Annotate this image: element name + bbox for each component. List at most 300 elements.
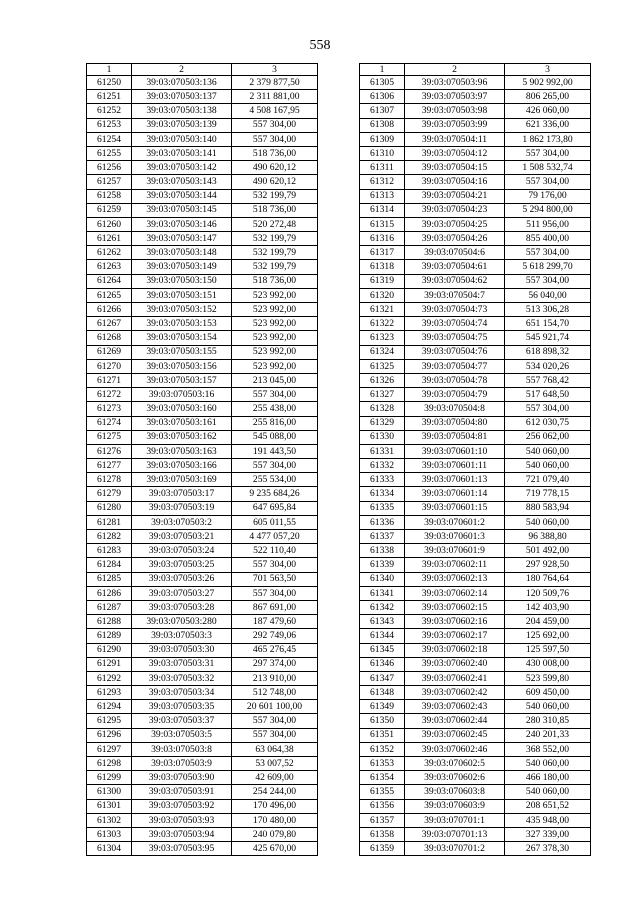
value-cell: 42 609,00 [232,771,318,785]
table-row [360,217,591,231]
cadastral-number-cell: 39:03:070503:91 [132,785,232,799]
value-cell: 518 736,00 [232,274,318,288]
row-number-cell: 61335 [360,501,405,515]
value-cell: 557 304,00 [232,459,318,473]
cadastral-number-cell: 39:03:070602:40 [405,657,505,671]
cadastral-number-cell: 39:03:070504:76 [405,345,505,359]
row-number-cell: 61317 [360,246,405,260]
table-row [87,799,318,813]
table-row [360,118,591,132]
row-number-cell: 61290 [87,643,132,657]
row-number-cell: 61347 [360,671,405,685]
value-cell: 170 480,00 [232,813,318,827]
cadastral-number-cell: 39:03:070602:5 [405,757,505,771]
value-cell: 2 379 877,50 [232,76,318,90]
table-row [87,600,318,614]
cadastral-number-cell: 39:03:070602:13 [405,572,505,586]
table-row [360,444,591,458]
row-number-cell: 61325 [360,359,405,373]
table-header-row [87,64,318,76]
row-number-cell: 61270 [87,359,132,373]
table-row [87,530,318,544]
row-number-cell: 61280 [87,501,132,515]
value-cell: 540 060,00 [505,459,591,473]
value-cell: 501 492,00 [505,544,591,558]
cadastral-number-cell: 39:03:070504:6 [405,246,505,260]
table-row [360,572,591,586]
value-cell: 605 011,55 [232,515,318,529]
page-number: 558 [309,38,331,53]
table-row [87,459,318,473]
value-cell: 425 670,00 [232,842,318,856]
cadastral-number-cell: 39:03:070701:13 [405,827,505,841]
value-cell: 545 088,00 [232,430,318,444]
table-row [87,104,318,118]
row-number-cell: 61284 [87,558,132,572]
value-cell: 557 304,00 [232,132,318,146]
table-row [360,686,591,700]
value-cell: 557 304,00 [505,175,591,189]
table-body [87,76,318,856]
cadastral-number-cell: 39:03:070503:145 [132,203,232,217]
row-number-cell: 61279 [87,487,132,501]
cadastral-number-cell: 39:03:070504:77 [405,359,505,373]
row-number-cell: 61342 [360,600,405,614]
row-number-cell: 61285 [87,572,132,586]
value-cell: 187 479,60 [232,615,318,629]
table-row [87,430,318,444]
cadastral-number-cell: 39:03:070601:9 [405,544,505,558]
cadastral-number-cell: 39:03:070504:16 [405,175,505,189]
row-number-cell: 61352 [360,742,405,756]
column-header-number: 1 [360,64,405,76]
column-header-value: 3 [232,64,318,76]
cadastral-number-cell: 39:03:070601:10 [405,444,505,458]
value-cell: 256 062,00 [505,430,591,444]
value-cell: 513 306,28 [505,303,591,317]
cadastral-number-cell: 39:03:070504:62 [405,274,505,288]
value-cell: 213 045,00 [232,373,318,387]
row-number-cell: 61310 [360,146,405,160]
row-number-cell: 61264 [87,274,132,288]
cadastral-number-cell: 39:03:070503:162 [132,430,232,444]
table-row [87,118,318,132]
row-number-cell: 61326 [360,373,405,387]
row-number-cell: 61282 [87,530,132,544]
cadastral-number-cell: 39:03:070602:42 [405,686,505,700]
value-cell: 2 311 881,00 [232,90,318,104]
cadastral-number-cell: 39:03:070503:147 [132,232,232,246]
value-cell: 557 768,42 [505,373,591,387]
value-cell: 557 304,00 [232,118,318,132]
value-cell: 518 736,00 [232,203,318,217]
row-number-cell: 61327 [360,388,405,402]
cadastral-number-cell: 39:03:070503:9 [132,757,232,771]
row-number-cell: 61253 [87,118,132,132]
cadastral-number-cell: 39:03:070503:143 [132,175,232,189]
cadastral-number-cell: 39:03:070503:19 [132,501,232,515]
table-row [87,402,318,416]
cadastral-number-cell: 39:03:070602:16 [405,615,505,629]
cadastral-number-cell: 39:03:070503:90 [132,771,232,785]
row-number-cell: 61318 [360,260,405,274]
cadastral-number-cell: 39:03:070503:92 [132,799,232,813]
row-number-cell: 61316 [360,232,405,246]
table-row [87,827,318,841]
table-row [360,232,591,246]
cadastral-number-cell: 39:03:070601:11 [405,459,505,473]
cadastral-number-cell: 39:03:070503:150 [132,274,232,288]
row-number-cell: 61330 [360,430,405,444]
table-row [87,671,318,685]
value-cell: 368 552,00 [505,742,591,756]
cadastral-number-cell: 39:03:070503:94 [132,827,232,841]
cadastral-number-cell: 39:03:070504:80 [405,416,505,430]
value-cell: 523 992,00 [232,345,318,359]
cadastral-number-cell: 39:03:070603:9 [405,799,505,813]
row-number-cell: 61339 [360,558,405,572]
value-cell: 540 060,00 [505,700,591,714]
value-cell: 435 948,00 [505,813,591,827]
value-cell: 292 749,06 [232,629,318,643]
cadastral-number-cell: 39:03:070503:24 [132,544,232,558]
cadastral-number-cell: 39:03:070602:18 [405,643,505,657]
row-number-cell: 61292 [87,671,132,685]
row-number-cell: 61322 [360,317,405,331]
value-cell: 267 378,30 [505,842,591,856]
row-number-cell: 61323 [360,331,405,345]
row-number-cell: 61320 [360,288,405,302]
cadastral-number-cell: 39:03:070504:23 [405,203,505,217]
table-row [360,657,591,671]
row-number-cell: 61289 [87,629,132,643]
value-cell: 557 304,00 [232,388,318,402]
cadastral-number-cell: 39:03:070504:74 [405,317,505,331]
cadastral-number-cell: 39:03:070503:28 [132,600,232,614]
table-row [360,799,591,813]
row-number-cell: 61260 [87,217,132,231]
table-row [360,359,591,373]
value-cell: 523 992,00 [232,303,318,317]
value-cell: 557 304,00 [505,402,591,416]
value-cell: 557 304,00 [505,146,591,160]
table-row [360,203,591,217]
row-number-cell: 61275 [87,430,132,444]
cadastral-number-cell: 39:03:070503:142 [132,161,232,175]
cadastral-number-cell: 39:03:070503:280 [132,615,232,629]
table-row [360,771,591,785]
cadastral-number-cell: 39:03:070701:1 [405,813,505,827]
row-number-cell: 61294 [87,700,132,714]
value-cell: 240 201,33 [505,728,591,742]
table-row [360,132,591,146]
value-cell: 540 060,00 [505,444,591,458]
value-cell: 5 618 299,70 [505,260,591,274]
value-cell: 1 508 532,74 [505,161,591,175]
value-cell: 1 862 173,80 [505,132,591,146]
row-number-cell: 61257 [87,175,132,189]
value-cell: 534 020,26 [505,359,591,373]
table-row [87,501,318,515]
value-cell: 612 030,75 [505,416,591,430]
cadastral-number-cell: 39:03:070504:26 [405,232,505,246]
table-row [87,742,318,756]
cadastral-number-cell: 39:03:070503:3 [132,629,232,643]
value-cell: 867 691,00 [232,600,318,614]
table-row [87,686,318,700]
table-row [360,317,591,331]
table-body [360,76,591,856]
row-number-cell: 61349 [360,700,405,714]
row-number-cell: 61309 [360,132,405,146]
table-row [360,303,591,317]
cadastral-number-cell: 39:03:070503:138 [132,104,232,118]
row-number-cell: 61296 [87,728,132,742]
row-number-cell: 61287 [87,600,132,614]
cadastral-number-cell: 39:03:070503:148 [132,246,232,260]
table-row [87,416,318,430]
cadastral-number-cell: 39:03:070504:79 [405,388,505,402]
cadastral-number-cell: 39:03:070504:12 [405,146,505,160]
value-cell: 466 180,00 [505,771,591,785]
value-cell: 56 040,00 [505,288,591,302]
value-cell: 557 304,00 [232,558,318,572]
table-row [87,161,318,175]
cadastral-number-cell: 39:03:070503:99 [405,118,505,132]
value-cell: 120 509,76 [505,586,591,600]
row-number-cell: 61348 [360,686,405,700]
table-row [87,303,318,317]
cadastral-number-cell: 39:03:070503:166 [132,459,232,473]
value-cell: 4 477 057,20 [232,530,318,544]
cadastral-number-cell: 39:03:070503:169 [132,473,232,487]
table-row [360,785,591,799]
cadastral-number-cell: 39:03:070504:8 [405,402,505,416]
table-row [360,288,591,302]
value-cell: 523 992,00 [232,331,318,345]
value-cell: 20 601 100,00 [232,700,318,714]
row-number-cell: 61338 [360,544,405,558]
table-row [360,345,591,359]
value-cell: 518 736,00 [232,146,318,160]
row-number-cell: 61353 [360,757,405,771]
table-row [87,203,318,217]
row-number-cell: 61354 [360,771,405,785]
cadastral-number-cell: 39:03:070601:2 [405,515,505,529]
cadastral-number-cell: 39:03:070504:7 [405,288,505,302]
row-number-cell: 61328 [360,402,405,416]
row-number-cell: 61333 [360,473,405,487]
table-row [87,345,318,359]
value-cell: 142 403,90 [505,600,591,614]
table-row [87,558,318,572]
row-number-cell: 61263 [87,260,132,274]
row-number-cell: 61340 [360,572,405,586]
cadastral-number-cell: 39:03:070602:14 [405,586,505,600]
row-number-cell: 61300 [87,785,132,799]
table-row [360,586,591,600]
table-row [87,373,318,387]
cadastral-number-cell: 39:03:070601:15 [405,501,505,515]
row-number-cell: 61307 [360,104,405,118]
cadastral-number-cell: 39:03:070602:44 [405,714,505,728]
cadastral-number-cell: 39:03:070503:161 [132,416,232,430]
table-row [360,501,591,515]
table-row [360,544,591,558]
value-cell: 255 816,00 [232,416,318,430]
value-cell: 532 199,79 [232,232,318,246]
cadastral-number-cell: 39:03:070603:8 [405,785,505,799]
row-number-cell: 61251 [87,90,132,104]
table-row [87,487,318,501]
table-row [360,515,591,529]
value-cell: 647 695,84 [232,501,318,515]
row-number-cell: 61267 [87,317,132,331]
row-number-cell: 61332 [360,459,405,473]
row-number-cell: 61341 [360,586,405,600]
value-cell: 557 304,00 [232,728,318,742]
table-row [360,274,591,288]
cadastral-number-cell: 39:03:070503:16 [132,388,232,402]
row-number-cell: 61312 [360,175,405,189]
value-cell: 880 583,94 [505,501,591,515]
table-row [360,459,591,473]
table-row [360,530,591,544]
table-row [360,600,591,614]
table-row [360,671,591,685]
row-number-cell: 61281 [87,515,132,529]
table-row [360,558,591,572]
table-row [360,331,591,345]
value-cell: 532 199,79 [232,260,318,274]
table-row [87,90,318,104]
value-cell: 520 272,48 [232,217,318,231]
cadastral-number-cell: 39:03:070503:96 [405,76,505,90]
value-cell: 540 060,00 [505,785,591,799]
table-row [87,643,318,657]
row-number-cell: 61314 [360,203,405,217]
cadastral-number-cell: 39:03:070503:154 [132,331,232,345]
value-cell: 430 008,00 [505,657,591,671]
cadastral-number-cell: 39:03:070503:35 [132,700,232,714]
cadastral-number-cell: 39:03:070503:5 [132,728,232,742]
table-row [87,771,318,785]
row-number-cell: 61276 [87,444,132,458]
cadastral-number-cell: 39:03:070504:15 [405,161,505,175]
value-cell: 557 304,00 [232,586,318,600]
row-number-cell: 61313 [360,189,405,203]
column-header-cadastral: 2 [405,64,505,76]
value-cell: 719 778,15 [505,487,591,501]
row-number-cell: 61288 [87,615,132,629]
table-row [360,430,591,444]
cadastral-number-cell: 39:03:070504:73 [405,303,505,317]
row-number-cell: 61304 [87,842,132,856]
value-cell: 240 079,80 [232,827,318,841]
row-number-cell: 61266 [87,303,132,317]
table-row [87,544,318,558]
cadastral-number-cell: 39:03:070503:21 [132,530,232,544]
row-number-cell: 61256 [87,161,132,175]
row-number-cell: 61344 [360,629,405,643]
cadastral-number-cell: 39:03:070503:27 [132,586,232,600]
row-number-cell: 61357 [360,813,405,827]
cadastral-number-cell: 39:03:070701:2 [405,842,505,856]
row-number-cell: 61265 [87,288,132,302]
table-row [360,90,591,104]
row-number-cell: 61356 [360,799,405,813]
table-row [87,359,318,373]
cadastral-number-cell: 39:03:070504:75 [405,331,505,345]
row-number-cell: 61303 [87,827,132,841]
table-row [87,132,318,146]
value-cell: 4 508 167,95 [232,104,318,118]
value-cell: 621 336,00 [505,118,591,132]
row-number-cell: 61283 [87,544,132,558]
cadastral-number-cell: 39:03:070503:8 [132,742,232,756]
table-row [87,586,318,600]
table-row [360,842,591,856]
table-row [87,615,318,629]
value-cell: 490 620,12 [232,161,318,175]
cadastral-number-cell: 39:03:070503:139 [132,118,232,132]
table-row [87,189,318,203]
value-cell: 721 079,40 [505,473,591,487]
cadastral-number-cell: 39:03:070602:11 [405,558,505,572]
value-cell: 255 534,00 [232,473,318,487]
cadastral-number-cell: 39:03:070602:46 [405,742,505,756]
row-number-cell: 61299 [87,771,132,785]
value-cell: 426 060,00 [505,104,591,118]
row-number-cell: 61297 [87,742,132,756]
row-number-cell: 61272 [87,388,132,402]
value-cell: 540 060,00 [505,515,591,529]
table-row [360,402,591,416]
table-row [87,515,318,529]
row-number-cell: 61255 [87,146,132,160]
cadastral-number-cell: 39:03:070503:26 [132,572,232,586]
cadastral-number-cell: 39:03:070503:93 [132,813,232,827]
table-row [360,473,591,487]
row-number-cell: 61302 [87,813,132,827]
cadastral-number-cell: 39:03:070503:97 [405,90,505,104]
cadastral-number-cell: 39:03:070602:41 [405,671,505,685]
table-row [87,274,318,288]
row-number-cell: 61274 [87,416,132,430]
cadastral-number-cell: 39:03:070602:15 [405,600,505,614]
cadastral-number-cell: 39:03:070503:156 [132,359,232,373]
table-row [87,246,318,260]
value-cell: 618 898,32 [505,345,591,359]
table-row [360,643,591,657]
cadastral-number-cell: 39:03:070602:17 [405,629,505,643]
row-number-cell: 61358 [360,827,405,841]
row-number-cell: 61324 [360,345,405,359]
value-cell: 79 176,00 [505,189,591,203]
table-row [360,827,591,841]
row-number-cell: 61337 [360,530,405,544]
table-row [87,572,318,586]
row-number-cell: 61359 [360,842,405,856]
row-number-cell: 61262 [87,246,132,260]
value-cell: 523 992,00 [232,317,318,331]
row-number-cell: 61259 [87,203,132,217]
row-number-cell: 61350 [360,714,405,728]
row-number-cell: 61252 [87,104,132,118]
table-row [360,416,591,430]
cadastral-number-cell: 39:03:070503:37 [132,714,232,728]
table-row [87,473,318,487]
